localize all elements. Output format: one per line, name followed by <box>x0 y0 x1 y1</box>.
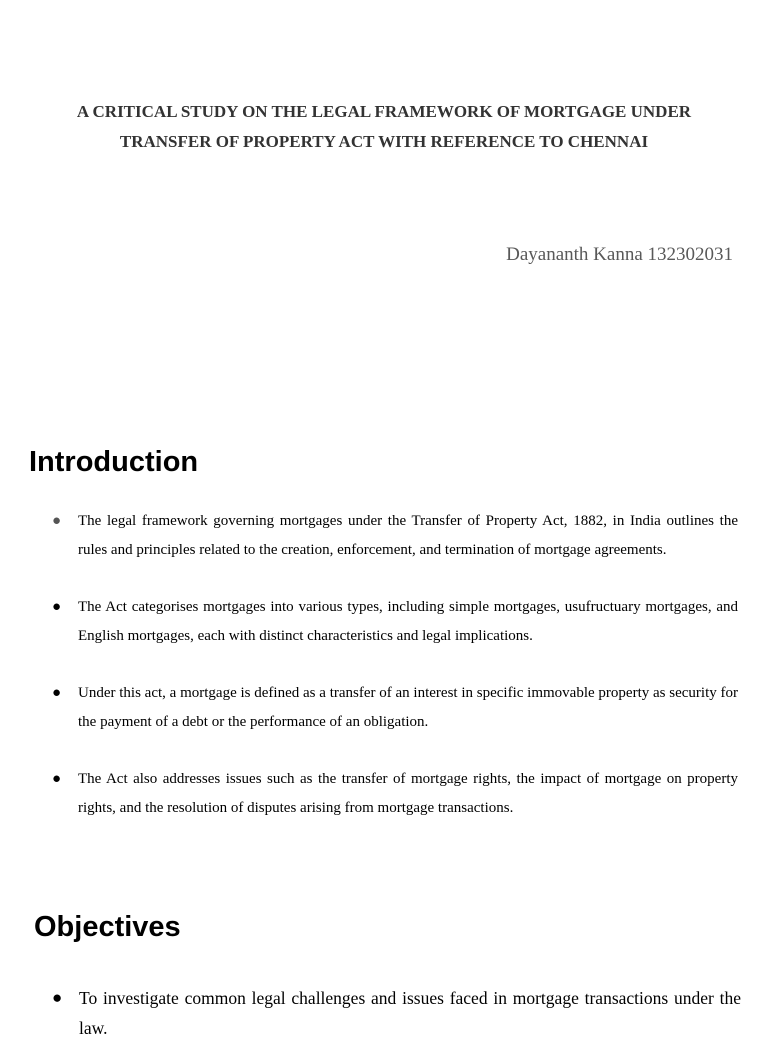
introduction-list <box>0 507 768 851</box>
bullet-icon: ● <box>52 771 62 787</box>
list-item-text: The Act also addresses issues such as the transfer of mortgage rights, the impact of mortgage on property rights, and the resolution of disputes arising from mortgage transactions. <box>78 771 738 816</box>
objectives-list <box>0 983 768 1043</box>
bullet-icon: ● <box>52 513 62 529</box>
document-title <box>40 97 728 157</box>
list-item <box>0 983 768 1043</box>
list-item <box>0 679 768 737</box>
bullet-icon: ● <box>52 685 62 701</box>
title-line-2: TRANSFER OF PROPERTY ACT WITH REFERENCE TO CHENNAI <box>119 132 649 151</box>
objectives-heading: Objectives <box>34 911 181 943</box>
list-item-text: To investigate common legal challenges and issues faced in mortgage transactions under the law. <box>79 988 741 1038</box>
list-item <box>0 593 768 651</box>
list-item <box>0 765 768 823</box>
author-line: Dayananth Kanna 132302031 <box>506 244 733 265</box>
list-item <box>0 507 768 565</box>
bullet-icon: ● <box>52 599 62 615</box>
list-item-text: The Act categorises mortgages into various types, including simple mortgages, usufructuary mortgages, and English mortgages, each with distinct characteristics and legal implications. <box>78 599 738 644</box>
introduction-heading: Introduction <box>29 446 199 478</box>
list-item-text: The legal framework governing mortgages under the Transfer of Property Act, 1882, in India outlines the rules and principles related to the creation, enforcement, and termination of mortgage agreements. <box>78 513 738 558</box>
title-line-1: A CRITICAL STUDY ON THE LEGAL FRAMEWORK OF MORTGAGE UNDER <box>76 102 692 121</box>
list-item-text: Under this act, a mortgage is defined as a transfer of an interest in specific immovable property as security for the payment of a debt or the performance of an obligation. <box>78 685 738 730</box>
bullet-icon: ● <box>52 988 63 1007</box>
